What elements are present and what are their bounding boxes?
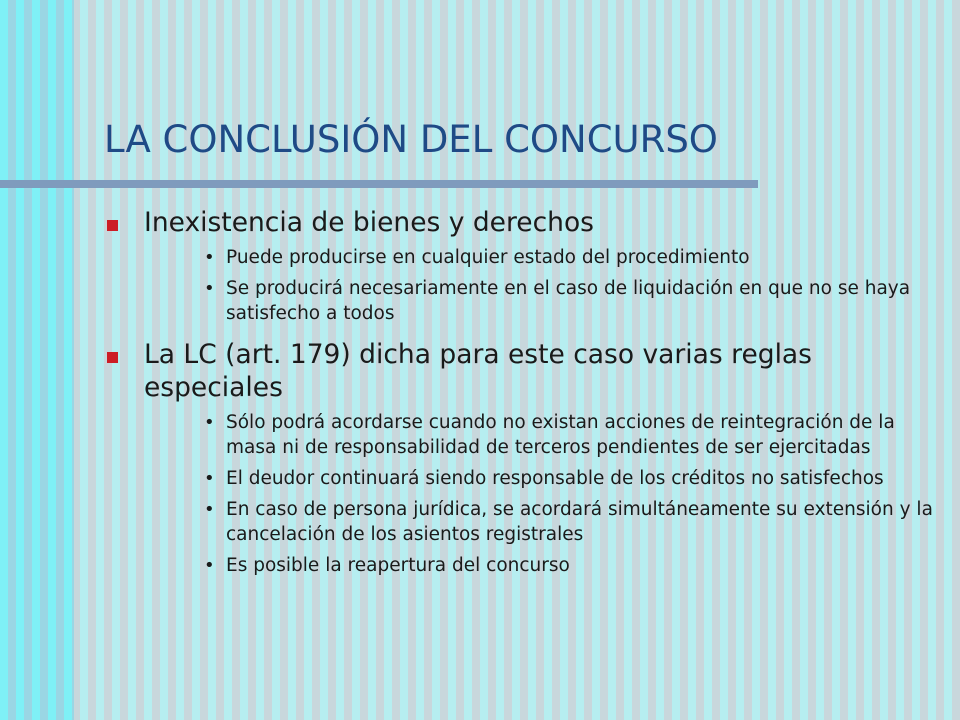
dot-bullet-icon: • — [204, 247, 215, 268]
subbullet-2-2 — [104, 466, 944, 491]
dot-bullet-icon: • — [204, 412, 215, 433]
bullet-2 — [104, 338, 944, 404]
dot-bullet-icon: • — [204, 499, 215, 520]
slide-title: LA CONCLUSIÓN DEL CONCURSO — [104, 118, 718, 161]
dot-bullet-icon: • — [204, 555, 215, 576]
square-bullet-icon — [107, 220, 118, 231]
left-decorative-band — [0, 0, 74, 720]
subbullet-1-2-text: Se producirá necesariamente en el caso de liquidación en que no se haya satisfecho a todos — [226, 278, 911, 324]
bullet-2-text: La LC (art. 179) dicha para este caso varias reglas especiales — [144, 339, 812, 403]
title-underline — [0, 180, 758, 188]
subbullet-1-1 — [104, 245, 944, 270]
subbullet-2-2-text: El deudor continuará siendo responsable de los créditos no satisfechos — [226, 468, 884, 489]
subbullet-1-1-text: Puede producirse en cualquier estado del procedimiento — [226, 247, 750, 268]
slide-content — [104, 206, 944, 590]
bullet-1 — [104, 206, 944, 239]
subbullet-1-2 — [104, 276, 944, 326]
subbullet-2-1 — [104, 410, 944, 460]
subbullet-2-4-text: Es posible la reapertura del concurso — [226, 555, 570, 576]
subbullet-2-3-text: En caso de persona jurídica, se acordará simultáneamente su extensión y la cancelación de los asientos registrales — [226, 499, 933, 545]
dot-bullet-icon: • — [204, 278, 215, 299]
subbullet-2-1-text: Sólo podrá acordarse cuando no existan acciones de reintegración de la masa ni de responsabilidad de terceros pendientes de ser ejercitadas — [226, 412, 895, 458]
subbullet-2-3 — [104, 497, 944, 547]
square-bullet-icon — [107, 352, 118, 363]
bullet-1-subitems — [104, 245, 944, 326]
dot-bullet-icon: • — [204, 468, 215, 489]
subbullet-2-4 — [104, 553, 944, 578]
bullet-1-text: Inexistencia de bienes y derechos — [144, 207, 594, 238]
bullet-2-subitems — [104, 410, 944, 578]
